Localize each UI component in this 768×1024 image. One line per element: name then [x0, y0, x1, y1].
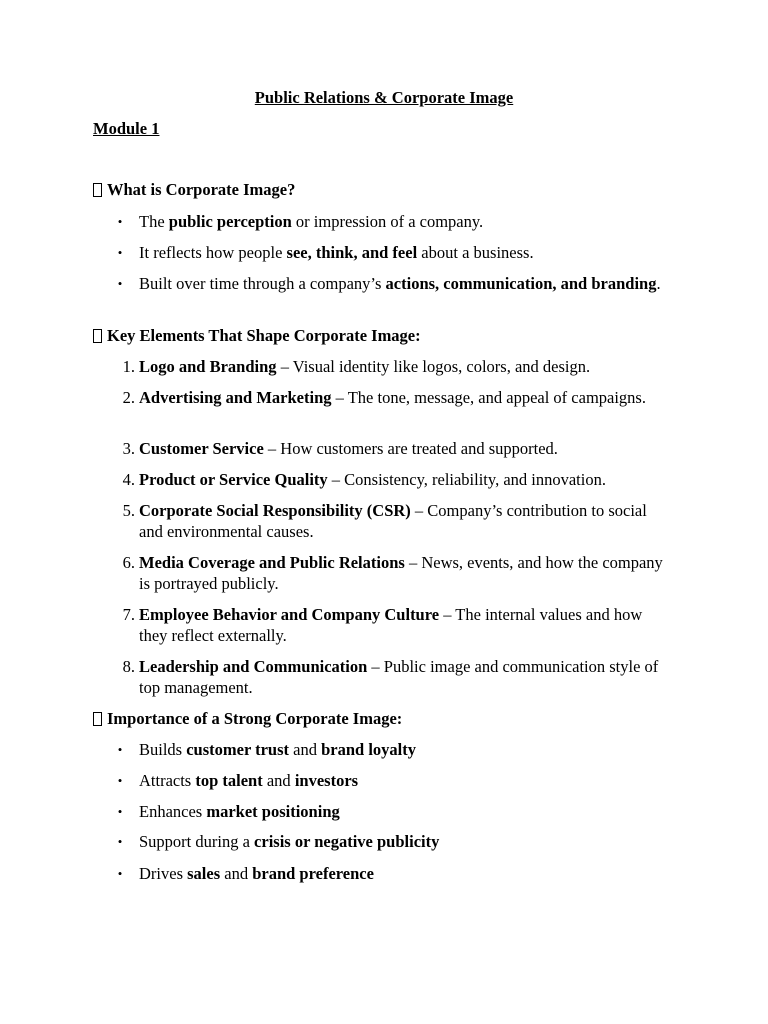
- list-item: [122, 656, 669, 698]
- module-label: Module 1: [93, 119, 160, 138]
- list-number: 2.: [122, 388, 135, 407]
- section-heading-text: Importance of a Strong Corporate Image:: [107, 709, 403, 728]
- bullet-marker: •: [117, 804, 123, 819]
- bold-text: top talent: [195, 771, 263, 790]
- list-number: 1.: [122, 357, 135, 376]
- text-run: – News, events, and how the company is portrayed publicly.: [139, 553, 663, 593]
- text-run: Drives: [139, 864, 188, 883]
- bold-text: public perception: [168, 212, 292, 231]
- bullet-marker: •: [117, 214, 123, 229]
- bold-text: actions, communication, and branding: [385, 274, 657, 293]
- missing-glyph-box-icon: [93, 712, 102, 726]
- section-heading-importance: [93, 708, 402, 729]
- section-heading-text: What is Corporate Image?: [107, 180, 296, 199]
- list-item: [117, 770, 669, 791]
- text-run: and: [262, 771, 295, 790]
- list-number: 5.: [122, 501, 135, 520]
- list-item: [117, 863, 669, 884]
- list-item: [122, 438, 669, 459]
- bold-text: Corporate Social Responsibility (CSR): [139, 501, 411, 520]
- list-item: [117, 739, 669, 760]
- bullet-marker: •: [117, 773, 123, 788]
- bold-text: Product or Service Quality: [139, 470, 328, 489]
- bold-text: market positioning: [206, 802, 340, 821]
- bold-text: Leadership and Communication: [139, 657, 368, 676]
- list-item: [117, 831, 669, 852]
- text-run: Built over time through a company’s: [139, 274, 386, 293]
- text-run: and: [289, 740, 322, 759]
- bold-text: brand loyalty: [321, 740, 417, 759]
- text-run: The: [139, 212, 169, 231]
- page-title: Public Relations & Corporate Image: [254, 88, 514, 107]
- text-run: Enhances: [139, 802, 207, 821]
- section-heading-what-is: [93, 179, 295, 200]
- text-run: – Public image and communication style of top management.: [139, 657, 659, 697]
- text-run: Builds: [139, 740, 187, 759]
- list-number: 7.: [122, 605, 135, 624]
- list-number: 4.: [122, 470, 135, 489]
- text-run: – Visual identity like logos, colors, and design.: [276, 357, 591, 376]
- list-item: [117, 211, 669, 232]
- text-run: – How customers are treated and supported.: [263, 439, 558, 458]
- list-item: [122, 469, 669, 490]
- missing-glyph-box-icon: [93, 329, 102, 343]
- list-item: [117, 801, 669, 822]
- bold-text: Media Coverage and Public Relations: [139, 553, 405, 572]
- section-heading-key-elements: [93, 325, 421, 346]
- bold-text: Employee Behavior and Company Culture: [139, 605, 440, 624]
- list-item: [122, 604, 669, 646]
- bold-text: investors: [294, 771, 359, 790]
- list-number: 6.: [122, 553, 135, 572]
- text-run: and: [220, 864, 253, 883]
- bullet-marker: •: [117, 245, 123, 260]
- list-number: 8.: [122, 657, 135, 676]
- bullet-marker: •: [117, 866, 123, 881]
- bold-text: crisis or negative publicity: [254, 832, 440, 851]
- list-item: [122, 356, 669, 377]
- bullet-marker: •: [117, 834, 123, 849]
- text-run: – Consistency, reliability, and innovation.: [327, 470, 606, 489]
- bold-text: Logo and Branding: [139, 357, 277, 376]
- bold-text: Advertising and Marketing: [139, 388, 332, 407]
- bullet-marker: •: [117, 742, 123, 757]
- list-item: [117, 273, 669, 294]
- text-run: Support during a: [139, 832, 255, 851]
- list-item: [122, 552, 669, 594]
- bold-text: Customer Service: [139, 439, 264, 458]
- bold-text: customer trust: [186, 740, 290, 759]
- list-item: [117, 242, 669, 263]
- text-run: or impression of a company.: [291, 212, 484, 231]
- text-run: – Company’s contribution to social and environmental causes.: [139, 501, 647, 541]
- bold-text: see, think, and feel: [286, 243, 418, 262]
- text-run: – The internal values and how they reflect externally.: [139, 605, 643, 645]
- bold-text: sales: [187, 864, 221, 883]
- text-run: It reflects how people: [139, 243, 287, 262]
- text-run: about a business.: [417, 243, 534, 262]
- section-heading-text: Key Elements That Shape Corporate Image:: [107, 326, 421, 345]
- text-run: Attracts: [139, 771, 196, 790]
- text-run: .: [656, 274, 661, 293]
- list-item: [122, 500, 669, 542]
- list-item: [122, 387, 669, 408]
- text-run: – The tone, message, and appeal of campaigns.: [331, 388, 646, 407]
- bold-text: brand preference: [252, 864, 374, 883]
- list-number: 3.: [122, 439, 135, 458]
- bullet-marker: •: [117, 276, 123, 291]
- missing-glyph-box-icon: [93, 183, 102, 197]
